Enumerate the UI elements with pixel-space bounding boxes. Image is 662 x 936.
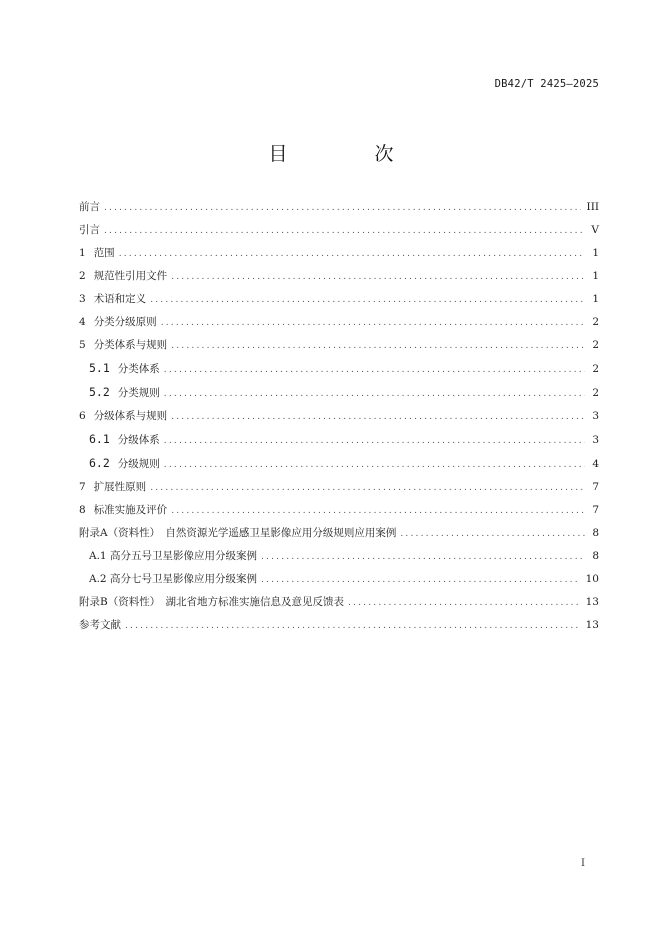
toc-entry-number: 5.1 [89,361,110,375]
toc-entry[interactable] [79,360,599,380]
toc-entry[interactable] [79,548,599,567]
toc-entry-text: 分类分级原则 [93,316,157,328]
toc-entry-label [79,222,100,240]
toc-entry-text: 分类体系与规则 [93,339,168,351]
toc-entry-page: 2 [592,363,599,375]
toc-leader-dots [261,549,585,567]
toc-entry-page: 1 [592,293,599,305]
toc-entry[interactable] [79,617,599,636]
toc-leader-dots [164,457,585,475]
toc-entry-text: 参考文献 [79,619,121,631]
toc-entry-text: 标准实施及评价 [93,504,168,516]
toc-leader-dots [150,292,585,310]
toc-entry-page: 13 [585,596,599,608]
toc-entry-label [79,291,146,309]
toc-entry-page: V [591,224,599,236]
toc-leader-dots [348,595,580,613]
toc-entry-text: 前言 [79,201,100,213]
toc-entry-label [89,548,257,566]
toc-leader-dots [400,526,585,544]
toc-entry-label [89,571,257,589]
toc-entry-page: 3 [592,410,599,422]
toc-entry-page: 1 [592,247,599,259]
toc-entry-page: 7 [592,481,599,493]
toc-entry-page: 7 [592,504,599,516]
toc-entry-text: 分级体系与规则 [93,410,168,422]
toc-entry-label [89,384,160,403]
toc-leader-dots [164,386,585,404]
toc-entry-text: 分级规则 [117,458,160,470]
toc-entry-number: 6.2 [89,456,110,470]
toc-entry-text: 术语和定义 [93,293,147,305]
toc-entry[interactable] [79,431,599,451]
toc-entry-label [79,268,167,286]
toc-leader-dots [171,409,585,427]
toc-entry-page: 1 [592,270,599,282]
toc-entry-text: A.1 高分五号卫星影像应用分级案例 [89,550,257,562]
toc-entry-label [79,245,115,263]
toc-entry-label [79,337,167,355]
toc-leader-dots [150,480,585,498]
toc-entry-number: 7 [79,481,86,493]
toc-entry[interactable] [79,479,599,498]
toc-entry-text: 分类规则 [117,387,160,399]
toc-entry-text: 规范性引用文件 [93,270,168,282]
toc-entry-page: 2 [592,387,599,399]
toc-entry[interactable] [79,408,599,427]
toc-leader-dots [171,338,585,356]
toc-entry-label [79,199,100,217]
toc-entry-label [79,408,167,426]
page-title: 目 次 [268,143,428,165]
toc-entry-label [89,431,160,450]
toc-entry-text: 分级体系 [117,434,160,446]
page-number: I [581,858,585,869]
table-of-contents [79,199,599,636]
toc-leader-dots [164,362,585,380]
toc-entry[interactable] [79,199,599,218]
toc-entry-page: 4 [592,458,599,470]
toc-entry[interactable] [79,502,599,521]
toc-entry-number: 5 [79,339,86,351]
toc-entry-text: 引言 [79,224,100,236]
toc-entry[interactable] [79,245,599,264]
standard-code: DB42/T 2425—2025 [494,78,599,90]
toc-entry[interactable] [79,594,599,613]
toc-entry-text: 扩展性原则 [93,481,147,493]
toc-entry-text: 分类体系 [117,363,160,375]
toc-entry-page: 8 [592,550,599,562]
toc-entry[interactable] [79,571,599,590]
toc-entry[interactable] [79,337,599,356]
toc-leader-dots [161,315,585,333]
toc-entry[interactable] [79,291,599,310]
toc-entry-label [79,594,344,612]
toc-leader-dots [171,503,585,521]
toc-entry-number: 6 [79,410,86,422]
toc-entry-text: 附录A（资料性） 自然资源光学遥感卫星影像应用分级规则应用案例 [79,527,397,539]
toc-entry-number: 5.2 [89,385,110,399]
toc-entry[interactable] [79,222,599,241]
toc-entry-label [79,314,157,332]
toc-leader-dots [171,269,585,287]
toc-entry[interactable] [79,525,599,544]
toc-entry-label [89,455,160,474]
toc-entry-label [89,360,160,379]
toc-leader-dots [104,200,581,218]
toc-entry-text: A.2 高分七号卫星影像应用分级案例 [89,573,257,585]
toc-entry[interactable] [79,384,599,404]
toc-entry[interactable] [79,455,599,475]
toc-entry-number: 3 [79,293,86,305]
toc-entry-page: 13 [585,619,599,631]
toc-entry-number: 6.1 [89,432,110,446]
toc-entry-label [79,502,167,520]
toc-entry-text: 范围 [93,247,115,259]
toc-entry-page: 8 [592,527,599,539]
toc-leader-dots [261,572,580,590]
toc-entry-number: 8 [79,504,86,516]
toc-entry-page: 2 [592,339,599,351]
toc-leader-dots [104,223,585,241]
toc-entry-label [79,479,146,497]
toc-entry-page: 3 [592,434,599,446]
toc-leader-dots [164,433,585,451]
toc-entry[interactable] [79,268,599,287]
toc-entry-page: III [586,201,599,213]
toc-leader-dots [125,618,580,636]
toc-entry-number: 1 [79,247,86,259]
toc-entry-label [79,617,121,635]
toc-entry-text: 附录B（资料性） 湖北省地方标准实施信息及意见反馈表 [79,596,344,608]
toc-leader-dots [119,246,585,264]
toc-entry-number: 4 [79,316,86,328]
toc-entry-label [79,525,396,543]
toc-entry-number: 2 [79,270,86,282]
toc-entry-page: 2 [592,316,599,328]
toc-entry-page: 10 [585,573,599,585]
toc-entry[interactable] [79,314,599,333]
